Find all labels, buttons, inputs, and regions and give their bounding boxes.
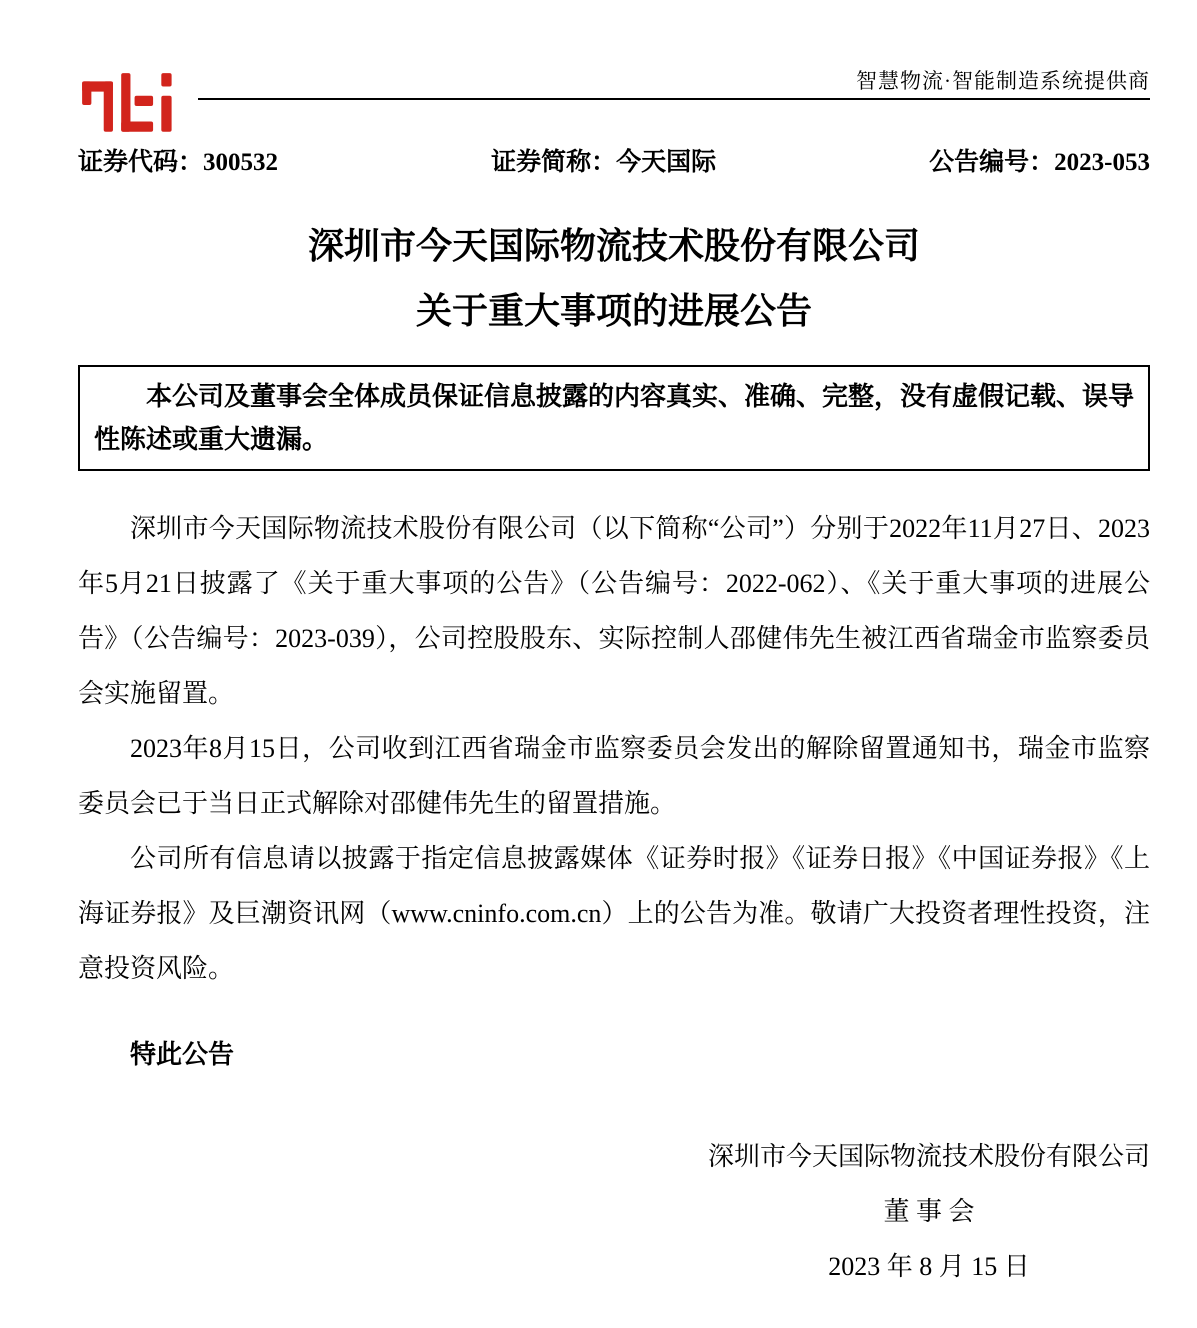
- disclaimer-box: [78, 365, 1150, 471]
- stock-code: 证券代码：300532: [78, 149, 279, 176]
- stock-name: 证券简称：今天国际: [491, 149, 717, 176]
- company-tagline: 智慧物流·智能制造系统提供商: [198, 68, 1150, 100]
- signature-block: [78, 1129, 1150, 1294]
- body-paragraph: 公司所有信息请以披露于指定信息披露媒体《证券时报》《证券日报》《中国证券报》《上海证券报》及巨潮资讯网（www.cninfo.com.cn）上的公告为准。敬请广大投资者理性投资，注意投资风险。: [78, 844, 1150, 983]
- nti-logo-icon: [78, 68, 186, 140]
- closing-statement: 特此公告: [130, 1040, 235, 1069]
- company-logo: [78, 68, 186, 140]
- announcement-number: 公告编号：2023-053: [929, 149, 1150, 176]
- header-rule-column: [198, 68, 1150, 100]
- body-paragraph: 2023年8月15日，公司收到江西省瑞金市监察委员会发出的解除留置通知书，瑞金市监察委员会已于当日正式解除对邵健伟先生的留置措施。: [78, 734, 1150, 818]
- document-title-company: 深圳市今天国际物流技术股份有限公司: [307, 226, 920, 266]
- body-paragraph: 深圳市今天国际物流技术股份有限公司（以下简称“公司”）分别于2022年11月27日、2023年5月21日披露了《关于重大事项的公告》（公告编号：2022-062）、《关于重大事项的进展公告》（公告编号：2023-039），公司控股股东、实际控制人邵健伟先生被江西省瑞金市监察委员会实施留置。: [78, 514, 1150, 708]
- stock-info-row: [78, 146, 1150, 179]
- announcement-body: [78, 501, 1150, 996]
- signature-company: 深圳市今天国际物流技术股份有限公司: [707, 1142, 1150, 1171]
- disclaimer-text: 本公司及董事会全体成员保证信息披露的内容真实、准确、完整，没有虚假记载、误导性陈述或重大遗漏。: [94, 382, 1135, 454]
- signature-inner: [708, 1129, 1150, 1294]
- signature-board: 董 事 会: [883, 1197, 975, 1226]
- signature-date: 2023 年 8 月 15 日: [828, 1252, 1030, 1281]
- document-title-subject: 关于重大事项的进展公告: [415, 291, 812, 331]
- document-header: [78, 68, 1150, 140]
